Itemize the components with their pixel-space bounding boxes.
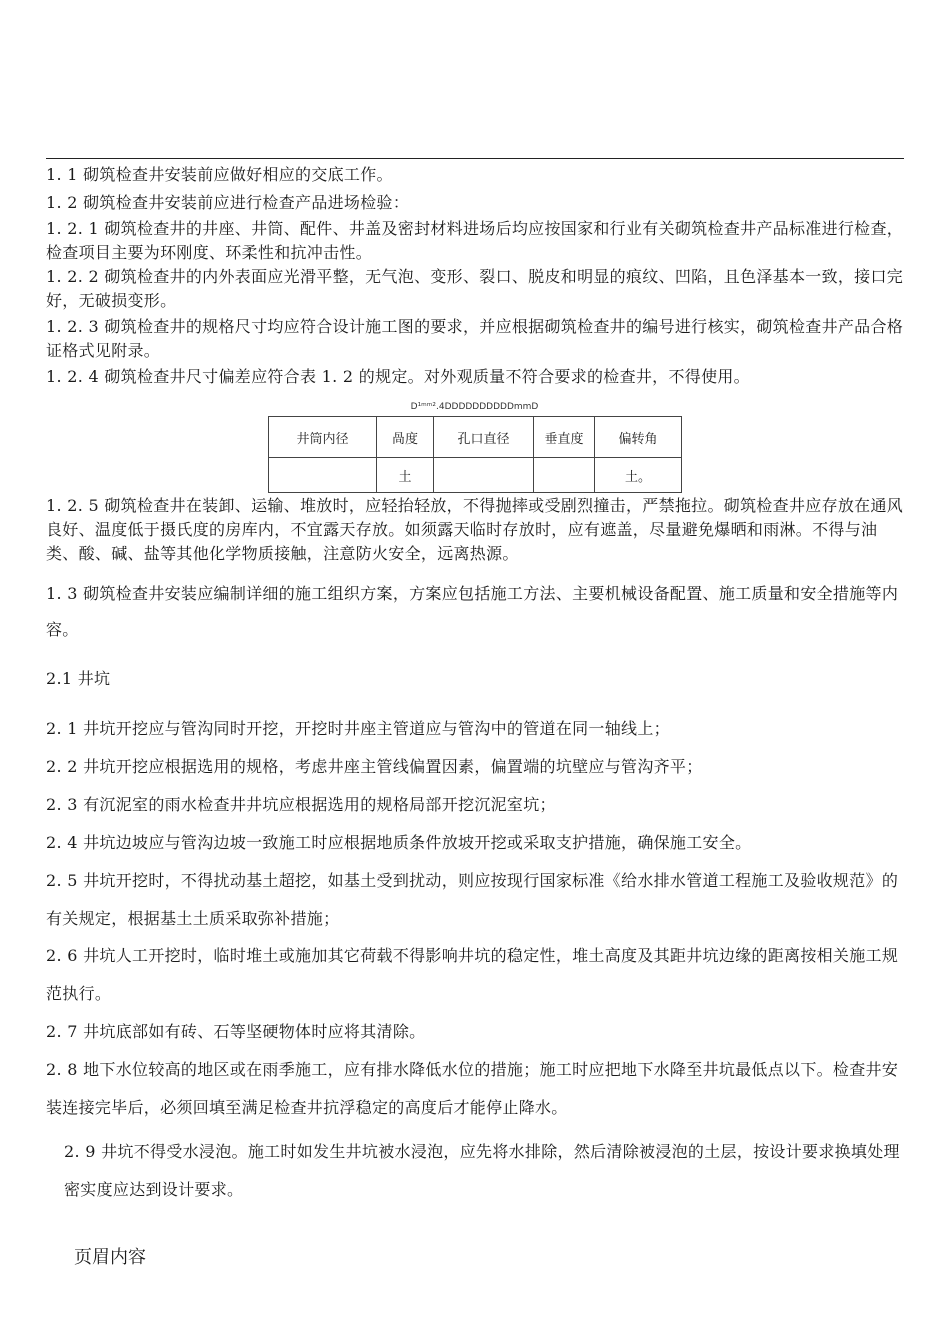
table-row <box>269 458 682 493</box>
table-cell: 土。 <box>595 458 682 493</box>
paragraph-1-2-4: 1. 2. 4 砌筑检查井尺寸偏差应符合表 1. 2 的规定。对外观质量不符合要求的检查井，不得使用。 <box>46 367 750 386</box>
table-header-cell: 垂直度 <box>534 417 595 458</box>
list-item-2-4: 2. 4 井坑边坡应与管沟边坡一致施工时应根据地质条件放坡开挖或采取支护措施，确保施工安全。 <box>46 833 752 852</box>
paragraph-1-2-2: 1. 2. 2 砌筑检查井的内外表面应光滑平整，无气泡、变形、裂口、脱皮和明显的痕纹、凹陷，且色泽基本一致，接口完好，无破损变形。 <box>46 267 904 310</box>
list-item-2-5: 2. 5 井坑开挖时，不得扰动基土超挖，如基土受到扰动，则应按现行国家标准《给水排水管道工程施工及验收规范》的有关规定，根据基土土质采取弥补措施； <box>46 871 899 928</box>
list-item-2-8: 2. 8 地下水位较高的地区或在雨季施工，应有排水降低水位的措施；施工时应把地下水降至井坑最低点以下。检查井安装连接完毕后，必须回填至满足检查井抗浮稳定的高度后才能停止降水。 <box>46 1060 899 1117</box>
table-header-cell: 孔口直径 <box>434 417 534 458</box>
table-cell <box>534 458 595 493</box>
paragraph-1-2-3: 1. 2. 3 砌筑检查井的规格尺寸均应符合设计施工图的要求，并应根据砌筑检查井的编号进行核实，砌筑检查井产品合格证格式见附录。 <box>46 317 904 360</box>
list-item-2-9: 2. 9 井坑不得受水浸泡。施工时如发生井坑被水浸泡，应先将水排除，然后清除被浸泡的土层，按设计要求换填处理密实度应达到设计要求。 <box>64 1142 900 1199</box>
list-item-2-7: 2. 7 井坑底部如有砖、石等坚硬物体时应将其清除。 <box>46 1022 426 1041</box>
tolerance-table <box>268 416 682 493</box>
page-footer: 页眉内容 <box>74 1247 146 1268</box>
list-item-2-6: 2. 6 井坑人工开挖时，临时堆土或施加其它荷载不得影响井坑的稳定性，堆土高度及其距井坑边缘的距离按相关施工规范执行。 <box>46 946 899 1003</box>
table-cell <box>269 458 377 493</box>
paragraph-1-3: 1. 3 砌筑检查井安装应编制详细的施工组织方案，方案应包括施工方法、主要机械设备配置、施工质量和安全措施等内容。 <box>46 584 899 639</box>
table-caption: D¹ᵐᵐ².4DDDDDDDDDDmmD <box>410 402 539 412</box>
header-rule <box>46 158 904 159</box>
section-heading: 2.1 井坑 <box>46 669 111 688</box>
list-item-2-2: 2. 2 井坑开挖应根据选用的规格，考虑井座主管线偏置因素，偏置端的坑壁应与管沟齐平； <box>46 757 703 776</box>
table-cell <box>434 458 534 493</box>
paragraph-1-1: 1. 1 砌筑检查井安装前应做好相应的交底工作。 <box>46 165 393 184</box>
table-cell: 土 <box>377 458 434 493</box>
table-header-cell: 咼度 <box>377 417 434 458</box>
list-item-2-3: 2. 3 有沉泥室的雨水检查井井坑应根据选用的规格局部开挖沉泥室坑； <box>46 795 556 814</box>
table-header-cell: 井筒内径 <box>269 417 377 458</box>
paragraph-1-2-5: 1. 2. 5 砌筑检查井在装卸、运输、堆放时，应轻抬轻放，不得抛摔或受剧烈撞击，严禁拖拉。砌筑检查井应存放在通风良好、温度低于摄氏度的房库内，不宜露天存放。如须露天临时存放时，应有遮盖，尽量避免爆晒和雨淋。不得与油类、酸、碱、盐等其他化学物质接触，注意防火安全，远离热源。 <box>46 496 904 563</box>
list-item-2-1: 2. 1 井坑开挖应与管沟同时开挖，开挖时井座主管道应与管沟中的管道在同一轴线上； <box>46 719 670 738</box>
paragraph-1-2: 1. 2 砌筑检查井安装前应进行检查产品进场检验： <box>46 193 410 212</box>
table-header-cell: 偏转角 <box>595 417 682 458</box>
paragraph-1-2-1: 1. 2. 1 砌筑检查井的井座、井筒、配件、井盖及密封材料进场后均应按国家和行业有关砌筑检查井产品标准进行检查，检查项目主要为环刚度、环柔性和抗冲击性。 <box>46 219 904 262</box>
table-header-row <box>269 417 682 458</box>
